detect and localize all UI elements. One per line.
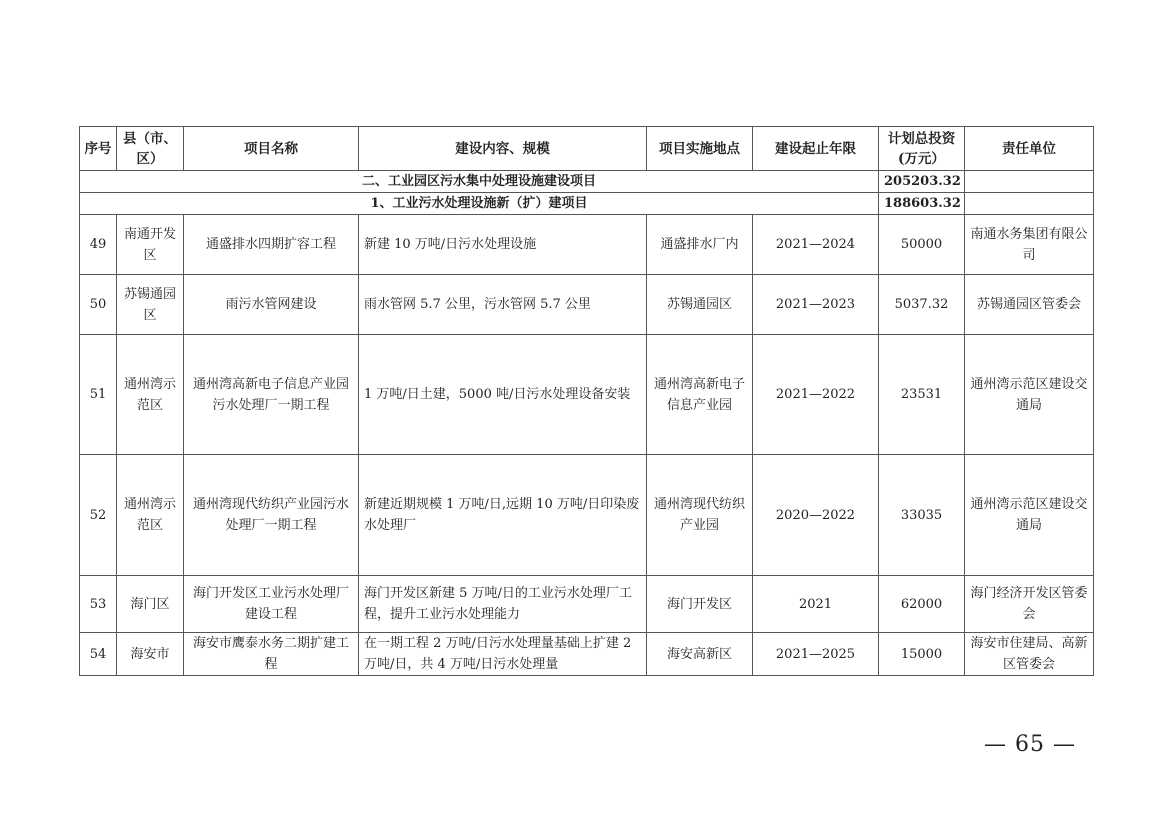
- row-name: 海门开发区工业污水处理厂建设工程: [184, 576, 359, 633]
- row-seq: 50: [80, 275, 117, 335]
- subsection-row: [80, 193, 1094, 215]
- header-period: 建设起止年限: [753, 127, 879, 171]
- row-seq: 49: [80, 215, 117, 275]
- row-location: 通州湾现代纺织产业园: [647, 455, 753, 576]
- table-row: [80, 215, 1094, 275]
- header-name: 项目名称: [184, 127, 359, 171]
- row-unit: 通州湾示范区建设交通局: [965, 335, 1094, 455]
- row-period: 2021—2023: [753, 275, 879, 335]
- row-unit: 苏锡通园区管委会: [965, 275, 1094, 335]
- row-content: 雨水管网 5.7 公里，污水管网 5.7 公里: [359, 275, 647, 335]
- row-period: 2021—2022: [753, 335, 879, 455]
- row-investment: 50000: [879, 215, 965, 275]
- row-seq: 52: [80, 455, 117, 576]
- table-row: [80, 455, 1094, 576]
- table-row: [80, 335, 1094, 455]
- row-content: 新建 10 万吨/日污水处理设施: [359, 215, 647, 275]
- header-unit: 责任单位: [965, 127, 1094, 171]
- section-total: 205203.32: [879, 171, 965, 193]
- row-period: 2021—2025: [753, 633, 879, 676]
- subsection-total: 188603.32: [879, 193, 965, 215]
- row-content: 在一期工程 2 万吨/日污水处理量基础上扩建 2 万吨/日，共 4 万吨/日污水处理量: [359, 633, 647, 676]
- row-location: 海门开发区: [647, 576, 753, 633]
- header-seq: 序号: [80, 127, 117, 171]
- row-county: 苏锡通园区: [117, 275, 184, 335]
- row-investment: 15000: [879, 633, 965, 676]
- row-investment: 23531: [879, 335, 965, 455]
- row-location: 海安高新区: [647, 633, 753, 676]
- header-row: [80, 127, 1094, 171]
- row-unit: 海安市住建局、高新区管委会: [965, 633, 1094, 676]
- row-name: 雨污水管网建设: [184, 275, 359, 335]
- row-investment: 33035: [879, 455, 965, 576]
- row-unit: 南通水务集团有限公司: [965, 215, 1094, 275]
- row-name: 通州湾高新电子信息产业园污水处理厂一期工程: [184, 335, 359, 455]
- section-row: [80, 171, 1094, 193]
- row-investment: 5037.32: [879, 275, 965, 335]
- table-row: [80, 275, 1094, 335]
- row-name: 海安市鹰泰水务二期扩建工程: [184, 633, 359, 676]
- row-county: 通州湾示范区: [117, 335, 184, 455]
- section-empty-cell: [965, 171, 1094, 193]
- row-name: 通盛排水四期扩容工程: [184, 215, 359, 275]
- row-name: 通州湾现代纺织产业园污水处理厂一期工程: [184, 455, 359, 576]
- project-table: [79, 126, 1094, 676]
- header-investment: 计划总投资(万元）: [879, 127, 965, 171]
- row-location: 苏锡通园区: [647, 275, 753, 335]
- row-county: 海安市: [117, 633, 184, 676]
- row-seq: 51: [80, 335, 117, 455]
- header-county: 县（市、区）: [117, 127, 184, 171]
- row-content: 海门开发区新建 5 万吨/日的工业污水处理厂工程，提升工业污水处理能力: [359, 576, 647, 633]
- row-period: 2021: [753, 576, 879, 633]
- row-seq: 53: [80, 576, 117, 633]
- row-location: 通州湾高新电子信息产业园: [647, 335, 753, 455]
- header-location: 项目实施地点: [647, 127, 753, 171]
- subsection-empty-cell: [965, 193, 1094, 215]
- row-content: 1 万吨/日土建，5000 吨/日污水处理设备安装: [359, 335, 647, 455]
- row-unit: 通州湾示范区建设交通局: [965, 455, 1094, 576]
- page-number: — 65 —: [984, 732, 1076, 757]
- row-period: 2020—2022: [753, 455, 879, 576]
- row-investment: 62000: [879, 576, 965, 633]
- row-seq: 54: [80, 633, 117, 676]
- row-period: 2021—2024: [753, 215, 879, 275]
- section-title: 二、工业园区污水集中处理设施建设项目: [80, 171, 879, 193]
- row-county: 通州湾示范区: [117, 455, 184, 576]
- row-unit: 海门经济开发区管委会: [965, 576, 1094, 633]
- table-row: [80, 576, 1094, 633]
- subsection-title: 1、工业污水处理设施新（扩）建项目: [80, 193, 879, 215]
- row-county: 南通开发区: [117, 215, 184, 275]
- header-content: 建设内容、规模: [359, 127, 647, 171]
- table-row: [80, 633, 1094, 676]
- row-content: 新建近期规模 1 万吨/日,远期 10 万吨/日印染废水处理厂: [359, 455, 647, 576]
- row-location: 通盛排水厂内: [647, 215, 753, 275]
- row-county: 海门区: [117, 576, 184, 633]
